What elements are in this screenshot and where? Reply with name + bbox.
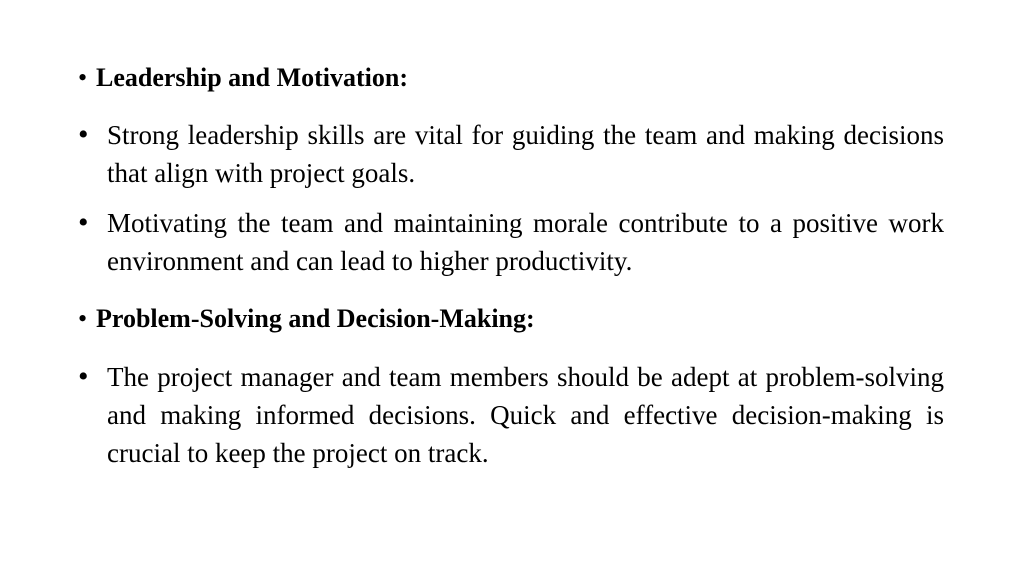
bullet-text: Motivating the team and maintaining morale contribute to a positive work environment and can lead to higher productivity. xyxy=(107,208,944,276)
bullet-icon: • xyxy=(78,118,89,151)
bullet-item-problem-solving xyxy=(78,358,944,472)
bullet-icon: • xyxy=(78,206,89,239)
section-heading-leadership xyxy=(78,63,408,93)
heading-bullet-icon: • xyxy=(78,63,88,92)
bullet-item-leadership-skills xyxy=(78,116,944,192)
bullet-text: The project manager and team members should be adept at problem-solving and making informed decisions. Quick and effective decision-making is crucial to keep the project on track. xyxy=(107,362,944,468)
heading-text: Leadership and Motivation: xyxy=(96,63,409,92)
bullet-icon: • xyxy=(78,360,89,393)
heading-bullet-icon: • xyxy=(78,304,88,333)
section-heading-problem-solving xyxy=(78,304,535,334)
heading-text: Problem-Solving and Decision-Making: xyxy=(96,304,535,333)
bullet-text: Strong leadership skills are vital for guiding the team and making decisions that align with project goals. xyxy=(107,120,944,188)
bullet-item-motivating-team xyxy=(78,204,944,280)
